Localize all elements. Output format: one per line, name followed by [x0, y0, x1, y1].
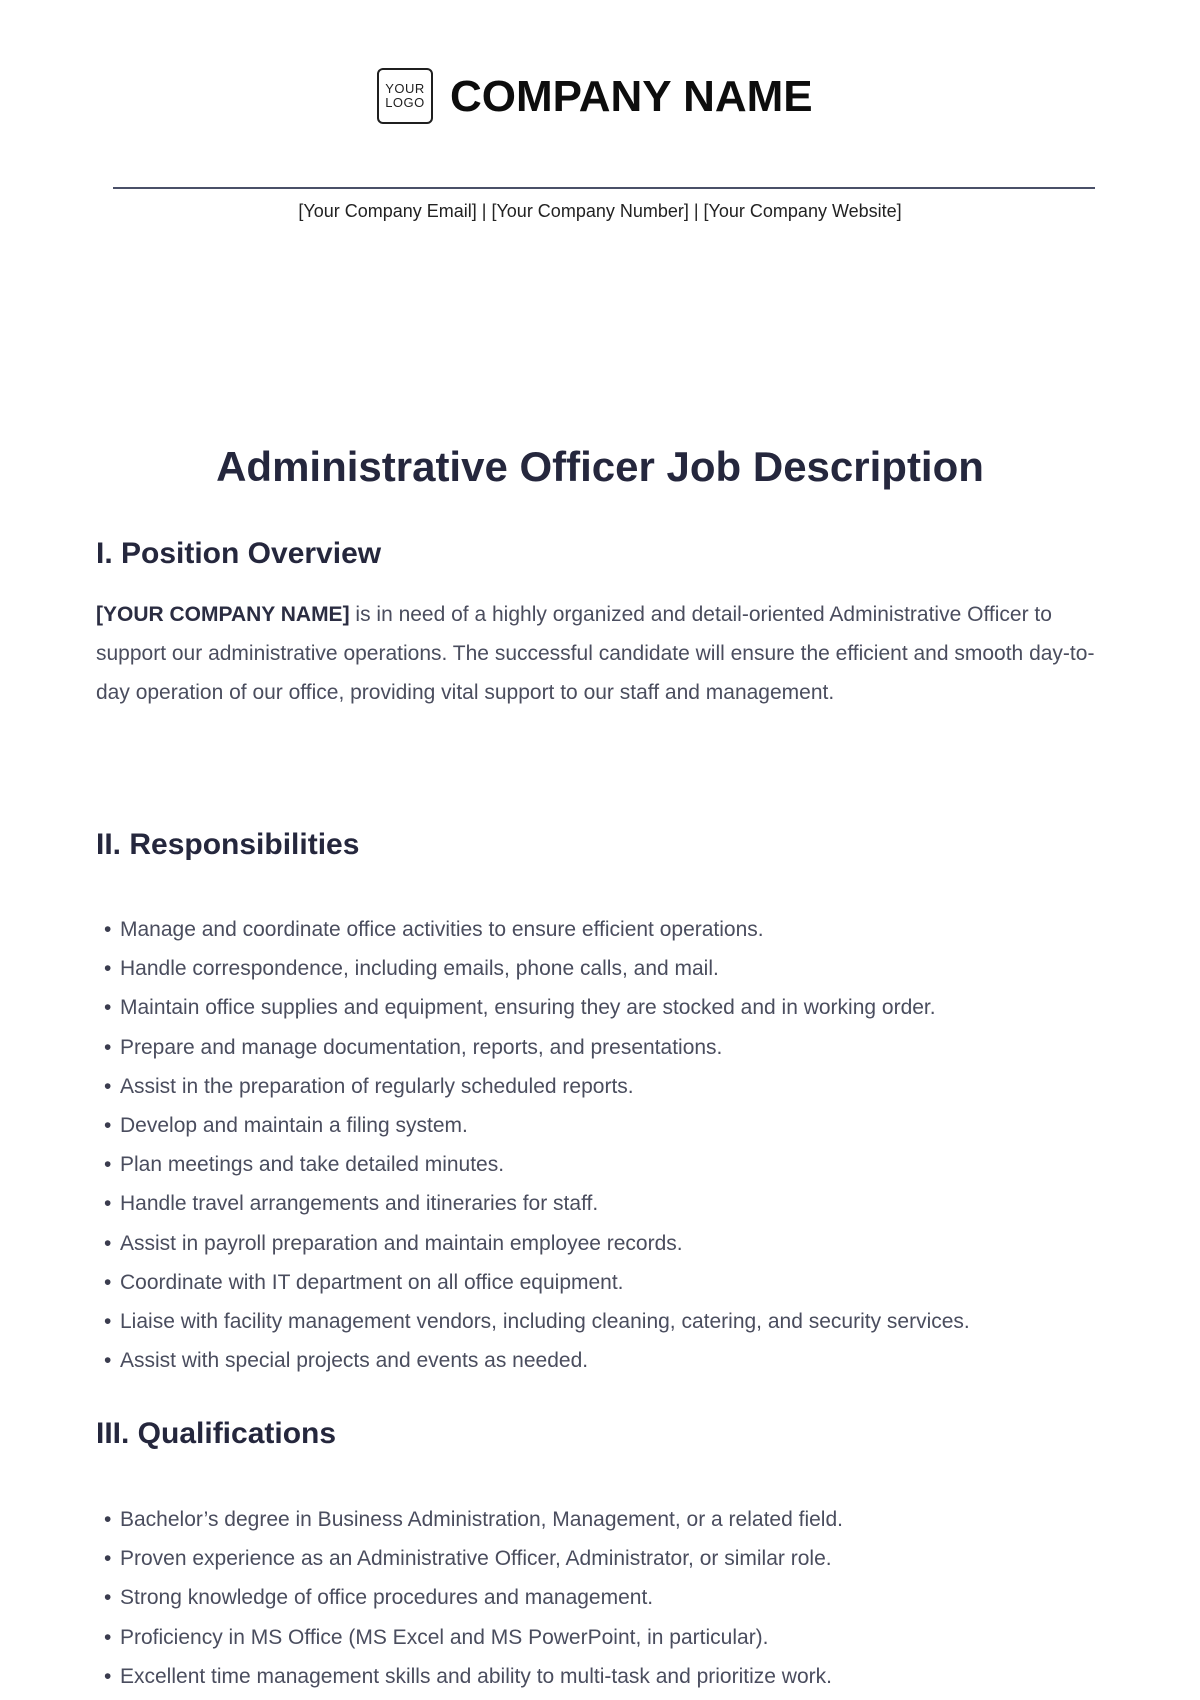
bullet-icon: • — [104, 1035, 112, 1059]
list-item: • Manage and coordinate office activities to ensure efficient operations. — [104, 910, 1114, 949]
document-title: Administrative Officer Job Description — [216, 443, 984, 490]
bullet-icon: • — [104, 1310, 112, 1334]
bullet-icon: • — [104, 1270, 112, 1294]
company-name: COMPANY NAME — [450, 72, 813, 121]
bullet-icon: • — [104, 1074, 112, 1098]
list-item: • Strong knowledge of office procedures and management. — [104, 1578, 1114, 1617]
logo-text-line2: LOGO — [385, 95, 425, 110]
qualifications-list — [104, 1500, 1114, 1696]
bullet-icon: • — [104, 1664, 112, 1688]
bullet-icon: • — [104, 1349, 112, 1373]
bullet-icon: • — [104, 1153, 112, 1177]
bullet-icon: • — [104, 1547, 112, 1571]
bullet-icon: • — [104, 1231, 112, 1255]
list-item: • Handle travel arrangements and itineraries for staff. — [104, 1184, 1114, 1223]
bullet-icon: • — [104, 996, 112, 1020]
company-contact-line: [Your Company Email] | [Your Company Number] | [Your Company Website] — [298, 201, 902, 221]
bullet-icon: • — [104, 1192, 112, 1216]
list-item: • Assist in the preparation of regularly scheduled reports. — [104, 1067, 1114, 1106]
list-item: • Maintain office supplies and equipment, ensuring they are stocked and in working order. — [104, 988, 1114, 1027]
section-heading-position-overview: I. Position Overview — [96, 537, 382, 570]
list-item: • Assist with special projects and events as needed. — [104, 1341, 1114, 1380]
bullet-icon: • — [104, 918, 112, 941]
section-heading-responsibilities: II. Responsibilities — [96, 828, 360, 861]
list-item: • Assist in payroll preparation and maintain employee records. — [104, 1224, 1114, 1263]
list-item: • Proven experience as an Administrative Officer, Administrator, or similar role. — [104, 1539, 1114, 1578]
position-overview-text: is in need of a highly organized and detail-oriented Administrative Officer to support our administrative operations. The successful candidate will ensure the efficient and smooth day-to-day operation of our office, providing vital support to our staff and management. — [96, 603, 1095, 704]
bullet-icon: • — [104, 1114, 112, 1138]
position-overview-paragraph — [96, 595, 1096, 712]
responsibilities-list — [104, 910, 1114, 1380]
header-divider — [113, 187, 1095, 189]
list-item: • Bachelor’s degree in Business Administration, Management, or a related field. — [104, 1500, 1114, 1539]
list-item: • Excellent time management skills and ability to multi-task and prioritize work. — [104, 1657, 1114, 1696]
bullet-icon: • — [104, 1625, 112, 1649]
list-item: • Develop and maintain a filing system. — [104, 1106, 1114, 1145]
bullet-icon: • — [104, 957, 112, 981]
logo-text-line1: YOUR — [385, 81, 425, 96]
section-heading-qualifications: III. Qualifications — [96, 1417, 337, 1450]
list-item: • Liaise with facility management vendors, including cleaning, catering, and security services. — [104, 1302, 1114, 1341]
list-item: • Coordinate with IT department on all office equipment. — [104, 1263, 1114, 1302]
bullet-icon: • — [104, 1508, 112, 1531]
list-item: • Handle correspondence, including emails, phone calls, and mail. — [104, 949, 1114, 988]
list-item: • Prepare and manage documentation, reports, and presentations. — [104, 1028, 1114, 1067]
company-name-placeholder: [YOUR COMPANY NAME] — [96, 603, 350, 626]
document-header — [0, 66, 1200, 130]
list-item: • Plan meetings and take detailed minutes. — [104, 1145, 1114, 1184]
list-item: • Proficiency in MS Office (MS Excel and MS PowerPoint, in particular). — [104, 1618, 1114, 1657]
bullet-icon: • — [104, 1586, 112, 1610]
company-logo — [377, 68, 433, 124]
